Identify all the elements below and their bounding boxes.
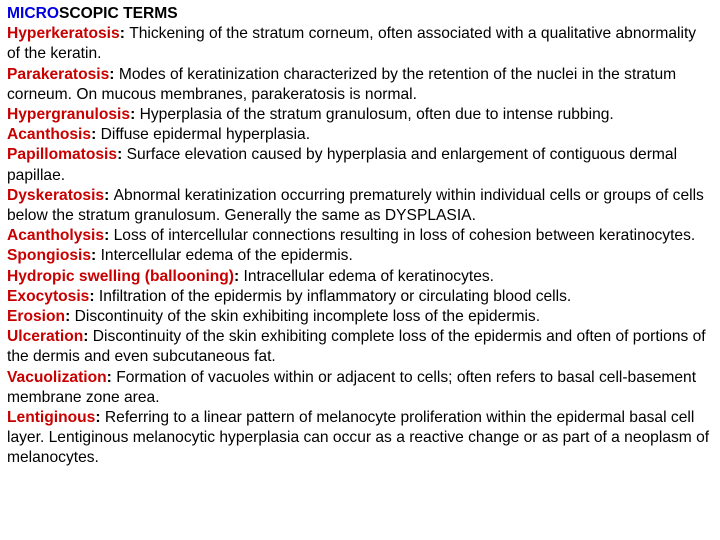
- entry-term: Parakeratosis: [7, 65, 110, 83]
- entry-definition: Modes of keratinization characterized by the retention of the nuclei in the stratum corneum. On mucous membranes, parakeratosis is normal.: [7, 65, 677, 103]
- entry-definition: Formation of vacuoles within or adjacent to cells; often refers to basal cell-basement membrane zone area.: [7, 368, 697, 406]
- entry-hyperkeratosis: Hyperkeratosis: Thickening of the stratum corneum, often associated with a qualitative abnormality of the keratin.: [7, 25, 697, 63]
- entry-term: Papillomatosis: [7, 146, 118, 164]
- entry-definition: Loss of intercellular connections resulting in loss of cohesion between keratinocytes.: [113, 227, 696, 245]
- entry-definition: Intercellular edema of the epidermis.: [100, 247, 353, 265]
- entry-term: Ulceration: [7, 328, 84, 346]
- entry-definition: Infiltration of the epidermis by inflammatory or circulating blood cells.: [98, 287, 572, 305]
- entry-term: Hypergranulosis: [7, 106, 131, 124]
- entry-term: Lentiginous: [7, 409, 96, 427]
- page-title: [7, 4, 713, 24]
- entry-acantholysis: Acantholysis: Loss of intercellular connections resulting in loss of cohesion between keratinocytes.: [7, 227, 696, 245]
- entry-parakeratosis: Parakeratosis: Modes of keratinization characterized by the retention of the nuclei in the stratum corneum. On mucous membranes, parakeratosis is normal.: [7, 65, 677, 103]
- entry-ulceration: Ulceration: Discontinuity of the skin exhibiting complete loss of the epidermis and often of portions of the dermis and even subcutaneous fat.: [7, 328, 706, 366]
- entry-term: Acantholysis: [7, 227, 105, 245]
- entry-definition: Intracellular edema of keratinocytes.: [243, 267, 495, 285]
- entry-term: Vacuolization: [7, 368, 107, 386]
- entry-exocytosis: Exocytosis: Infiltration of the epidermis by inflammatory or circulating blood cells.: [7, 287, 572, 305]
- entry-papillomatosis: Papillomatosis: Surface elevation caused by hyperplasia and enlargement of contiguous dermal papillae.: [7, 146, 678, 184]
- entry-spongiosis: Spongiosis: Intercellular edema of the epidermis.: [7, 247, 353, 265]
- entry-acanthosis: Acanthosis: Diffuse epidermal hyperplasia.: [7, 126, 311, 144]
- title-rest: SCOPIC TERMS: [58, 5, 178, 22]
- entry-term: Spongiosis: [7, 247, 92, 265]
- entry-lentiginous: Lentiginous: Referring to a linear pattern of melanocyte proliferation within the epidermal basal cell layer. Lentiginous melanocytic hyperplasia can occur as a reactive change or as part of a neoplasm of melanocytes.: [7, 409, 710, 467]
- entry-hydropic-swelling: Hydropic swelling (ballooning): Intracellular edema of keratinocytes.: [7, 267, 495, 285]
- entry-definition: Diffuse epidermal hyperplasia.: [100, 126, 311, 144]
- entry-definition: Surface elevation caused by hyperplasia and enlargement of contiguous dermal papillae.: [7, 146, 678, 184]
- entry-definition: Thickening of the stratum corneum, often associated with a qualitative abnormality of the keratin.: [7, 25, 697, 63]
- entry-term: Erosion: [7, 308, 66, 326]
- entry-vacuolization: Vacuolization: Formation of vacuoles within or adjacent to cells; often refers to basal cell-basement membrane zone area.: [7, 368, 697, 406]
- entry-dyskeratosis: Dyskeratosis: Abnormal keratinization occurring prematurely within individual cells or groups of cells below the stratum granulosum. Generally the same as DYSPLASIA.: [7, 186, 704, 225]
- document-body: [7, 4, 713, 469]
- entry-definition: Discontinuity of the skin exhibiting incomplete loss of the epidermis.: [74, 308, 541, 326]
- title-accent: MICRO: [7, 5, 59, 22]
- entry-term: Acanthosis: [7, 126, 92, 144]
- entry-erosion: Erosion: Discontinuity of the skin exhibiting incomplete loss of the epidermis.: [7, 308, 541, 326]
- entry-definition: Discontinuity of the skin exhibiting complete loss of the epidermis and often of portions of the dermis and even subcutaneous fat.: [7, 328, 706, 366]
- entry-term: Hyperkeratosis: [7, 25, 120, 43]
- entry-hypergranulosis: Hypergranulosis: Hyperplasia of the stratum granulosum, often due to intense rubbing.: [7, 106, 614, 124]
- entry-term: Hydropic swelling (ballooning): [7, 267, 234, 285]
- entry-term: Dyskeratosis: [7, 186, 105, 204]
- entry-term: Exocytosis: [7, 287, 90, 305]
- entry-definition: Abnormal keratinization occurring prematurely within individual cells or groups of cells below the stratum granulosum. Generally the same as DYSPLASIA.: [7, 186, 704, 225]
- entry-definition: Hyperplasia of the stratum granulosum, often due to intense rubbing.: [139, 106, 614, 124]
- entry-definition: Referring to a linear pattern of melanocyte proliferation within the epidermal basal cell layer. Lentiginous melanocytic hyperplasia can occur as a reactive change or as part of a neoplasm of melanocytes.: [7, 409, 710, 467]
